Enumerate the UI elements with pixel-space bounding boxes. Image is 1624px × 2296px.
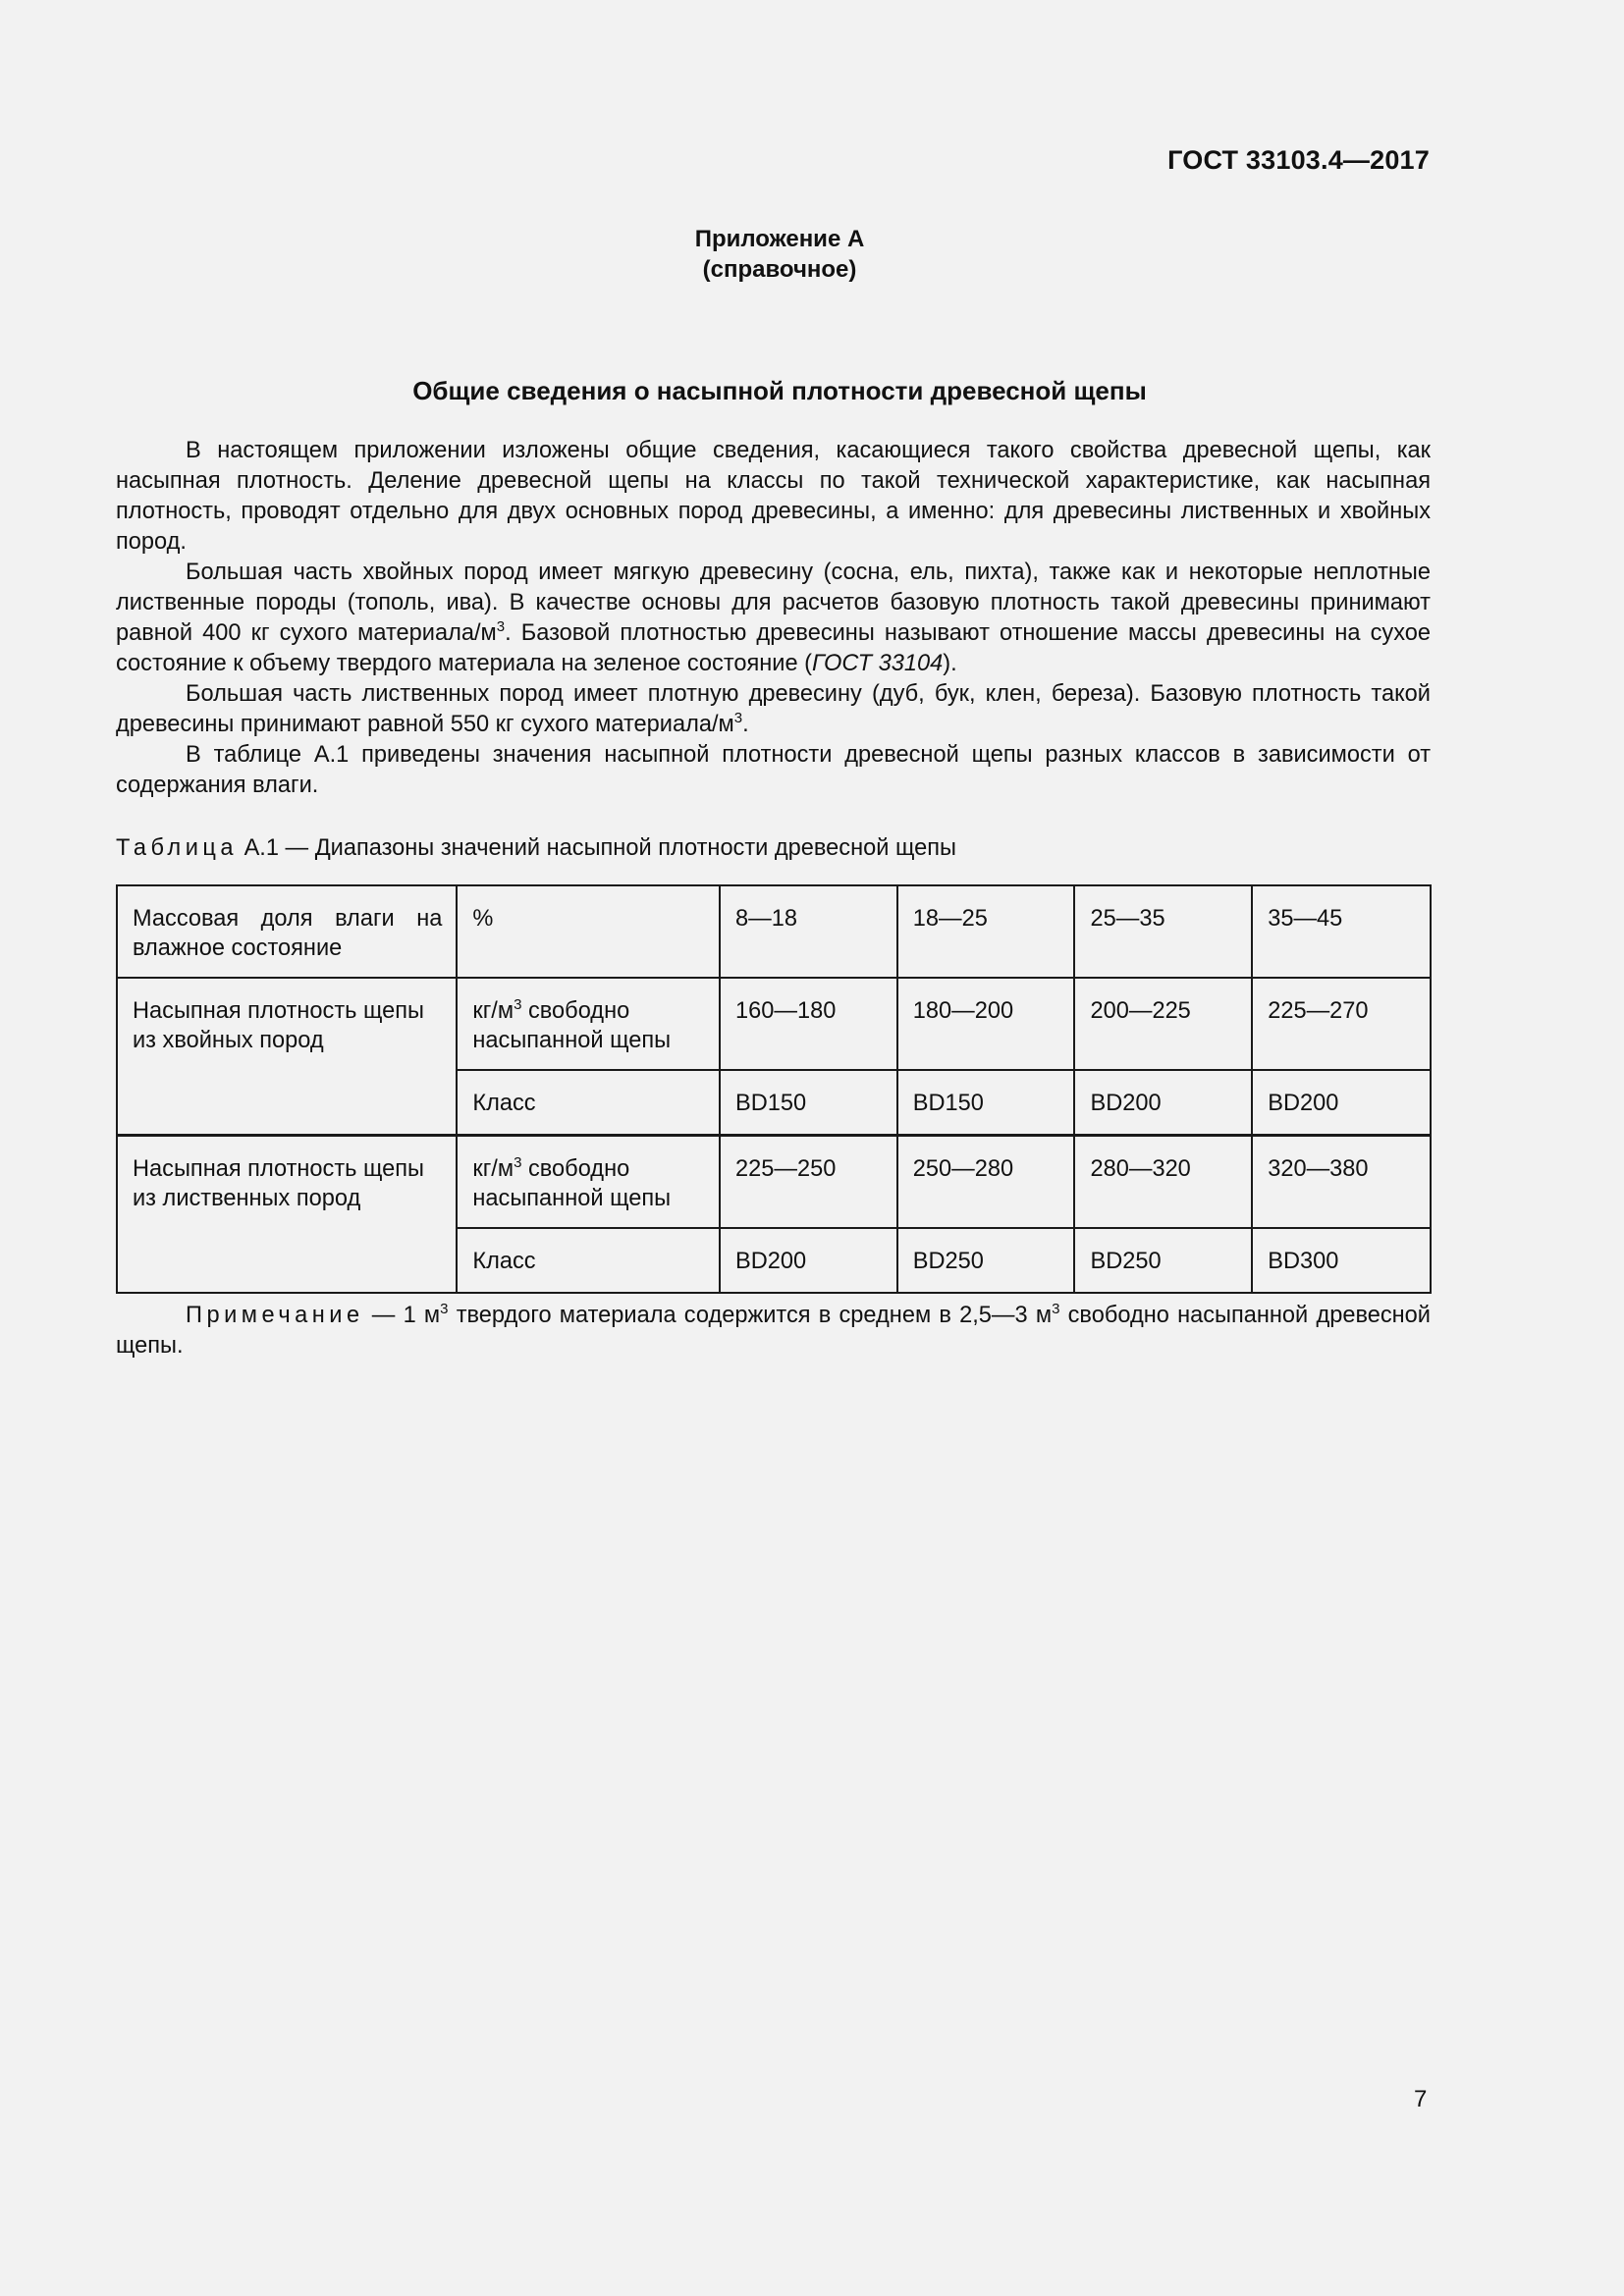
paragraph-2-part-c: ). (943, 651, 957, 676)
superscript: 3 (1052, 1301, 1060, 1317)
table-cell: BD150 (897, 1070, 1075, 1136)
unit-text: кг/м (472, 998, 514, 1024)
paragraph-3 (116, 679, 1431, 740)
table-cell: 25—35 (1074, 885, 1252, 978)
table-cell: 200—225 (1074, 978, 1252, 1070)
note-text: — 1 м (363, 1303, 441, 1328)
superscript: 3 (514, 1154, 522, 1171)
paragraph-4: В таблице А.1 приведены значения насыпной плотности древесной щепы разных классов в зависимости от содержания влаги. (116, 742, 1431, 798)
moisture-unit: % (457, 885, 720, 978)
table-cell: 18—25 (897, 885, 1075, 978)
body-text (116, 436, 1431, 801)
superscript: 3 (733, 710, 743, 726)
conifer-unit (457, 978, 720, 1070)
table-note (116, 1301, 1431, 1362)
table-cell: 225—270 (1252, 978, 1431, 1070)
table-cell: 320—380 (1252, 1136, 1431, 1229)
conifer-class-label: Класс (457, 1070, 720, 1136)
table-cell: 250—280 (897, 1136, 1075, 1229)
note-paragraph (116, 1301, 1431, 1362)
superscript: 3 (496, 618, 506, 635)
table-cell: 280—320 (1074, 1136, 1252, 1229)
table-cell: 35—45 (1252, 885, 1431, 978)
superscript: 3 (514, 996, 522, 1013)
page-number: 7 (1414, 2086, 1428, 2112)
table-cell: BD300 (1252, 1228, 1431, 1293)
deciduous-class-label: Класс (457, 1228, 720, 1293)
appendix-heading (0, 224, 1559, 285)
section-title: Общие сведения о насыпной плотности древесной щепы (412, 376, 1147, 405)
density-table (116, 884, 1432, 1294)
deciduous-label: Насыпная плотность щепы из лиственных пород (117, 1136, 457, 1294)
table-cell: 8—18 (720, 885, 897, 978)
table-row-conifer-density (117, 978, 1431, 1070)
table-cell: 225—250 (720, 1136, 897, 1229)
conifer-label: Насыпная плотность щепы из хвойных пород (117, 978, 457, 1136)
paragraph-2-part-a: Большая часть хвойных пород имеет мягкую древесину (сосна, ель, пихта), также как и некоторые неплотные лиственные породы (тополь, ива). В качестве основы для расчетов базовую плотность такой древесины принимают равной 400 кг сухого материала/м (116, 560, 1431, 646)
appendix-subtitle: (справочное) (702, 256, 857, 283)
paragraph-1: В настоящем приложении изложены общие сведения, касающиеся такого свойства древесной щепы, как насыпная плотность. Деление древесной щепы на классы по такой технической характеристике, как насыпная плотность, проводят отдельно для двух основных пород древесины, а именно: для древесины лиственных и хвойных пород. (116, 438, 1431, 555)
paragraph-2-part-b: . Базовой плотностью древесины называют отношение массы древесины на сухое состояние к объему твердого материала на зеленое состояние ( (116, 620, 1432, 676)
standard-reference: ГОСТ 33104 (812, 651, 944, 676)
table-cell: BD250 (897, 1228, 1075, 1293)
superscript: 3 (440, 1301, 449, 1317)
deciduous-unit (457, 1136, 720, 1229)
table-cell: BD250 (1074, 1228, 1252, 1293)
table-cell: BD200 (1252, 1070, 1431, 1136)
appendix-title: Приложение А (694, 226, 865, 252)
unit-text: свободно насыпанной щепы (472, 998, 672, 1053)
table-cell: BD150 (720, 1070, 897, 1136)
document-code: ГОСТ 33103.4—2017 (1167, 145, 1430, 175)
note-word: Примечание (186, 1303, 364, 1328)
note-text: свободно насыпанной древесной щепы. (116, 1303, 1431, 1359)
table-cell: 160—180 (720, 978, 897, 1070)
unit-text: кг/м (472, 1156, 514, 1182)
paragraph-2 (116, 558, 1431, 679)
table-row-deciduous-density (117, 1136, 1431, 1229)
unit-text: свободно насыпанной щепы (472, 1156, 672, 1211)
table-row-moisture (117, 885, 1431, 978)
table-caption-word: Таблица (116, 835, 239, 861)
moisture-label: Массовая доля влаги на влажное состояние (117, 885, 457, 978)
paragraph-3-part-b: . (742, 712, 749, 737)
paragraph-3-part-a: Большая часть лиственных пород имеет плотную древесину (дуб, бук, клен, береза). Базовую плотность такой древесины принимают равной 550 кг сухого материала/м (116, 681, 1431, 737)
table-cell: BD200 (1074, 1070, 1252, 1136)
note-text: твердого материала содержится в среднем в 2,5—3 м (448, 1303, 1053, 1328)
table-cell: 180—200 (897, 978, 1075, 1070)
table-caption-text: А.1 — Диапазоны значений насыпной плотности древесной щепы (238, 835, 956, 861)
table-cell: BD200 (720, 1228, 897, 1293)
table-caption (116, 835, 956, 862)
